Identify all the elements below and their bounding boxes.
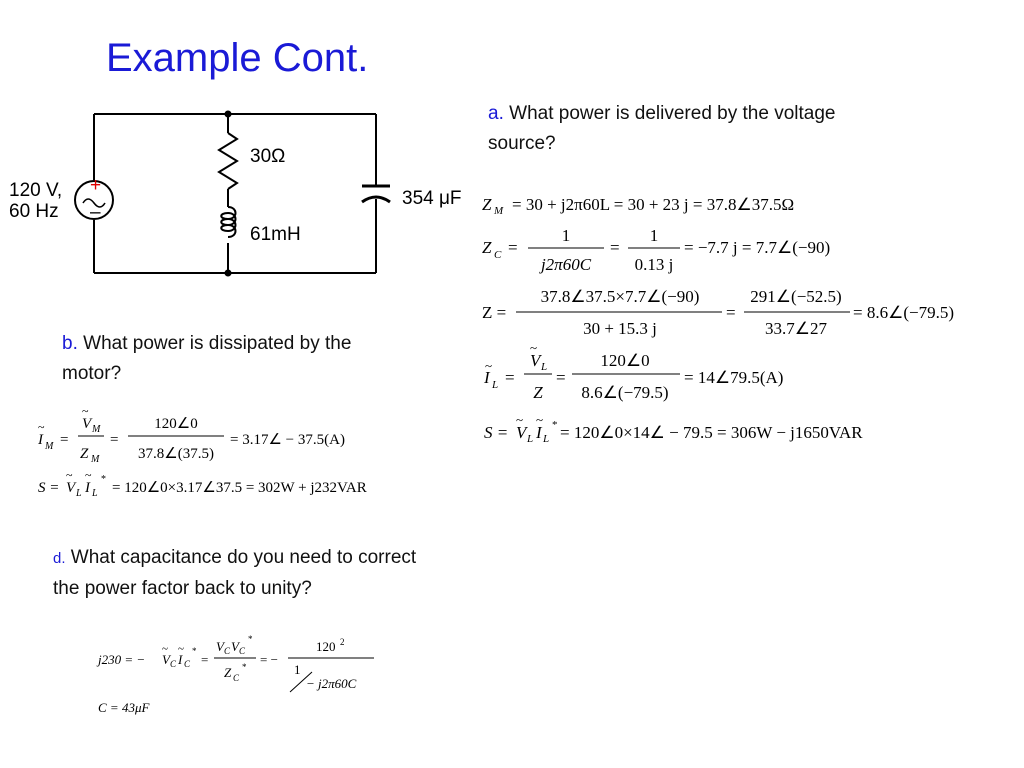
svg-text:I: I: [38, 432, 43, 448]
im-num2: 120∠0: [154, 416, 198, 432]
page-title: Example Cont.: [106, 36, 369, 80]
inductor-symbol: [221, 207, 235, 237]
svg-text:*: *: [242, 662, 247, 672]
question-a-text-2: source?: [488, 133, 556, 154]
question-a: [488, 99, 835, 159]
svg-text:L: L: [543, 433, 550, 445]
im-num1-sub: M: [92, 424, 101, 435]
svg-text:V: V: [66, 480, 76, 496]
svg-text:=: =: [505, 368, 515, 387]
zm-rhs: = 30 + j2π60L = 30 + 23 j = 37.8∠37.5Ω: [512, 195, 795, 214]
svg-text:=: =: [201, 652, 209, 667]
im-tail: = 3.17∠ − 37.5(A): [230, 432, 345, 448]
svg-text:C: C: [224, 646, 231, 656]
source-voltage-label: 120 V,: [9, 180, 63, 201]
svg-text:=: =: [110, 432, 119, 448]
svg-text:V: V: [231, 639, 239, 654]
svg-text:C: C: [239, 646, 246, 656]
svg-text:~: ~: [536, 412, 544, 427]
svg-text:~: ~: [66, 468, 73, 482]
z-lhs: Z =: [482, 303, 507, 322]
zm-sub: M: [494, 205, 504, 217]
svg-text:=: =: [556, 368, 566, 387]
resistor-symbol: [219, 133, 237, 189]
equations-part-b: [32, 405, 452, 505]
d-den2-a: 1: [294, 662, 301, 677]
il-lhs: I: [484, 368, 490, 387]
il-den2: 8.6∠(−79.5): [581, 383, 669, 402]
svg-text:C: C: [184, 659, 191, 669]
svg-text:=: =: [610, 238, 620, 257]
question-d-label: d.: [53, 550, 66, 567]
equations-part-a: [478, 180, 1008, 450]
im-den1-sub: M: [91, 454, 100, 465]
svg-text:V: V: [162, 652, 170, 667]
question-b: [62, 329, 351, 389]
zc-lhs: Z: [482, 238, 492, 257]
resistor-label: 30Ω: [250, 146, 286, 167]
capacitor-label: 354 μF: [402, 188, 462, 209]
zc-den2: 0.13 j: [634, 255, 674, 274]
svg-text:*: *: [552, 419, 558, 431]
il-tail: = 14∠79.5(A): [684, 368, 784, 387]
svg-text:L: L: [527, 433, 534, 445]
zc-num2: 1: [649, 226, 659, 245]
il-num2: 120∠0: [600, 351, 650, 370]
d-num2-sup: 2: [340, 637, 345, 647]
svg-text:=: =: [508, 238, 518, 257]
svg-text:C: C: [233, 673, 240, 683]
d-num1: V: [216, 639, 224, 654]
z-tail: = 8.6∠(−79.5): [853, 303, 954, 322]
svg-text:~: ~: [82, 405, 89, 418]
im-den1: Z: [80, 446, 89, 462]
svg-text:L: L: [92, 488, 98, 499]
question-d: [53, 543, 416, 604]
z-num2: 291∠(−52.5): [750, 287, 842, 306]
question-b-text-1: What power is dissipated by the: [83, 333, 352, 354]
svg-text:=: =: [726, 303, 736, 322]
im-den2: 37.8∠(37.5): [138, 446, 214, 462]
zm-lhs: Z: [482, 195, 492, 214]
svg-text:I: I: [178, 652, 183, 667]
svg-text:I: I: [85, 480, 90, 496]
s-a-lhs: S =: [484, 423, 509, 442]
svg-text:*: *: [192, 646, 197, 656]
svg-text:V: V: [516, 423, 527, 442]
source-frequency-label: 60 Hz: [9, 201, 59, 222]
question-b-text-2: motor?: [62, 363, 122, 384]
svg-text:*: *: [101, 474, 106, 485]
svg-text:I: I: [536, 423, 542, 442]
il-num1-sub: L: [541, 361, 548, 373]
equations-part-d: [92, 630, 392, 730]
zc-den1: j2π60C: [540, 255, 592, 274]
d-lhs: j230 = −: [98, 652, 146, 667]
svg-text:~: ~: [38, 420, 45, 434]
d-result: C = 43μF: [98, 700, 150, 715]
svg-text:*: *: [248, 634, 253, 644]
z-den2: 33.7∠27: [765, 319, 827, 338]
svg-text:=: =: [60, 432, 69, 448]
source-minus: –: [90, 202, 101, 223]
inductor-label: 61mH: [250, 224, 301, 245]
svg-text:C: C: [170, 659, 177, 669]
question-d-text-1: What capacitance do you need to correct: [70, 547, 417, 568]
svg-text:L: L: [76, 488, 82, 499]
svg-text:~: ~: [85, 468, 92, 482]
z-den1: 30 + 15.3 j: [583, 319, 657, 338]
il-num1: V: [530, 351, 541, 370]
il-den1: Z: [533, 383, 543, 402]
s-a-text: = 120∠0×14∠ − 79.5 = 306W − j1650VAR: [560, 423, 863, 442]
svg-text:M: M: [45, 441, 54, 452]
svg-text:~: ~: [162, 643, 168, 655]
source-plus: +: [90, 175, 102, 196]
zc-sub: C: [494, 249, 502, 261]
question-b-label: b.: [62, 333, 78, 354]
zc-num1: 1: [561, 226, 571, 245]
question-a-text-1: What power is delivered by the voltage: [509, 103, 836, 124]
zc-tail: = −7.7 j = 7.7∠(−90): [684, 238, 831, 257]
svg-text:~: ~: [485, 358, 493, 373]
question-d-text-2: the power factor back to unity?: [53, 578, 312, 599]
question-a-label: a.: [488, 103, 504, 124]
svg-text:~: ~: [516, 412, 524, 427]
svg-text:S =: S =: [38, 480, 60, 496]
svg-text:= −: = −: [260, 652, 278, 667]
svg-text:~: ~: [530, 340, 538, 355]
svg-text:~: ~: [178, 643, 184, 655]
d-den2-b: − j2π60C: [306, 676, 357, 691]
s-b-text: = 120∠0×3.17∠37.5 = 302W + j232VAR: [112, 480, 367, 496]
z-num1: 37.8∠37.5×7.7∠(−90): [540, 287, 700, 306]
il-sub: L: [492, 379, 499, 391]
im-num1: V: [82, 416, 92, 432]
d-num2: 120: [316, 639, 336, 654]
d-den1: Z: [224, 665, 232, 680]
